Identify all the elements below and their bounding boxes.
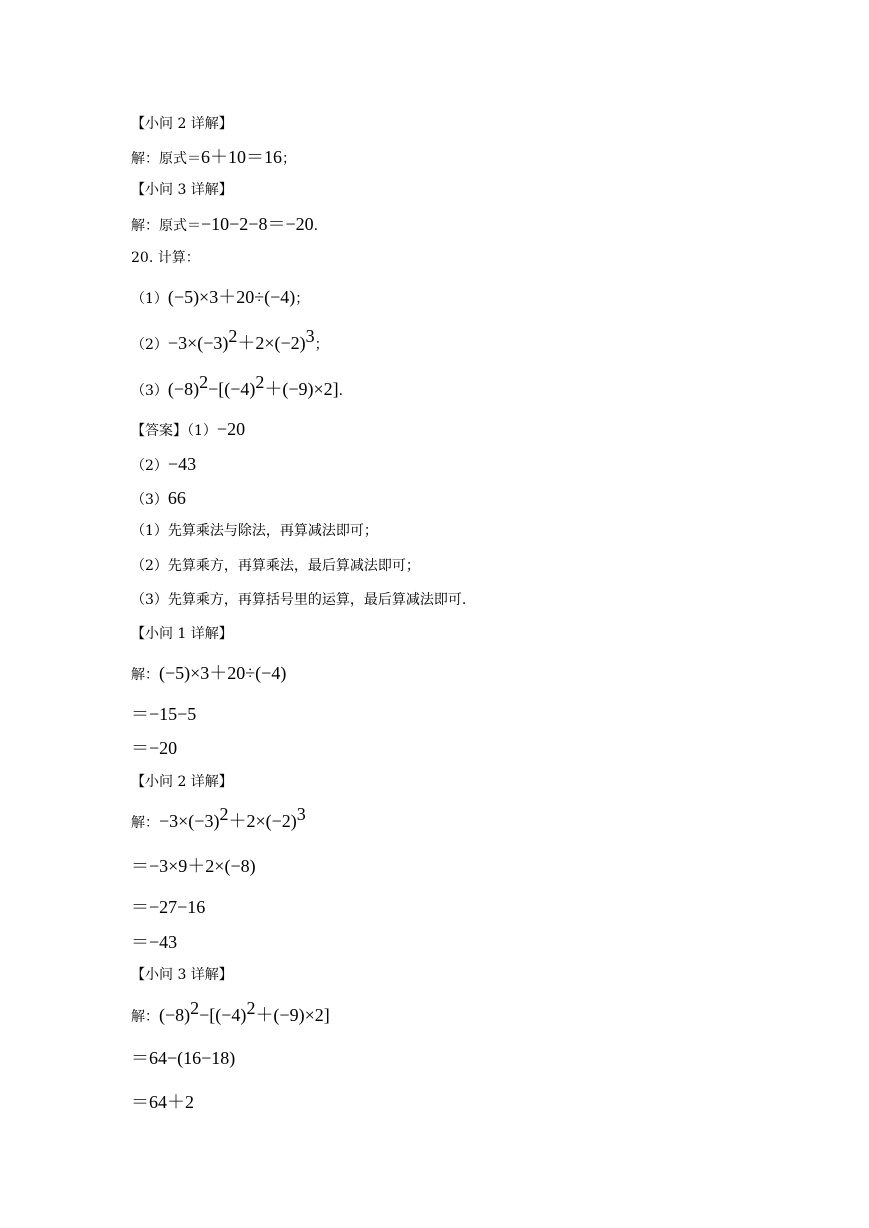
math-expression: ＝64−(16−18) <box>131 1048 236 1068</box>
text-segment: 解：原式＝ <box>131 218 201 234</box>
text-line <box>131 705 196 723</box>
exponent: 2 <box>199 372 209 392</box>
exponent: 2 <box>219 804 229 824</box>
math-expression: ＝−27−16 <box>131 897 206 917</box>
text-segment: （1） <box>131 291 168 307</box>
text-line <box>131 998 330 1025</box>
text-segment: 【答案】（1） <box>131 423 217 439</box>
text-line <box>131 288 309 306</box>
text-segment: （2） <box>131 458 168 474</box>
text-line <box>131 933 177 951</box>
math-expression: −20 <box>216 419 246 439</box>
math-expression: ＋2×(−2) <box>228 811 297 831</box>
math-expression: −10−2−8＝−20 <box>201 214 314 234</box>
text-segment: ； <box>314 337 329 353</box>
text-line <box>131 664 286 682</box>
text-segment: 解：原式＝ <box>131 151 201 167</box>
text-segment: . <box>313 218 319 234</box>
text-segment: （3）先算乘方，再算括号里的运算，最后算减法即可. <box>131 592 467 608</box>
text-segment: ； <box>282 151 296 167</box>
text-line <box>131 215 318 233</box>
math-expression: (−5)×3＋20÷(−4) <box>159 663 287 683</box>
text-line <box>131 773 233 789</box>
text-line <box>131 1049 235 1067</box>
text-line <box>131 739 177 757</box>
text-segment: 20. 计算： <box>131 250 200 266</box>
math-expression: (−5)×3＋20÷(−4) <box>167 287 296 307</box>
text-segment: 【小问 2 详解】 <box>131 774 233 790</box>
math-expression: ＝−15−5 <box>131 704 197 724</box>
text-line <box>131 181 233 197</box>
text-line <box>131 557 420 573</box>
text-line <box>131 455 196 473</box>
math-expression: −43 <box>167 454 197 474</box>
text-line <box>131 522 378 538</box>
math-expression: ＋2×(−2) <box>237 333 306 353</box>
math-expression: ＝−20 <box>131 738 178 758</box>
text-segment: 【小问 3 详解】 <box>131 182 233 198</box>
math-expression: −[(−4) <box>199 1005 247 1025</box>
exponent: 3 <box>305 326 315 346</box>
text-segment: （2）先算乘方，再算乘法，最后算减法即可； <box>131 558 420 574</box>
math-expression: (−8) <box>159 1005 191 1025</box>
math-expression: 66 <box>167 488 186 508</box>
math-expression: −3×(−3) <box>159 811 220 831</box>
exponent: 2 <box>255 372 265 392</box>
text-line <box>131 420 245 438</box>
math-expression: −[(−4) <box>208 379 256 399</box>
text-segment: 【小问 3 详解】 <box>131 967 233 983</box>
exponent: 3 <box>296 804 306 824</box>
text-line <box>131 326 329 353</box>
text-segment: 解： <box>131 667 159 683</box>
text-segment: （1）先算乘法与除法，再算减法即可； <box>131 523 378 539</box>
text-segment: 解： <box>131 815 159 831</box>
text-segment: 解： <box>131 1009 159 1025</box>
math-expression: ＝−3×9＋2×(−8) <box>131 856 256 876</box>
text-line <box>131 372 344 399</box>
text-line <box>131 148 296 166</box>
math-expression: −3×(−3) <box>167 333 229 353</box>
math-expression: ＋(−9)×2] <box>264 379 339 399</box>
exponent: 2 <box>190 998 200 1018</box>
text-line <box>131 489 186 507</box>
text-segment: 【小问 1 详解】 <box>131 626 233 642</box>
text-segment: ； <box>295 291 310 307</box>
math-expression: 6＋10＝16 <box>201 147 282 167</box>
text-segment: （3） <box>131 383 168 399</box>
text-line <box>131 591 466 607</box>
text-line <box>131 625 233 641</box>
text-line <box>131 1093 194 1111</box>
text-segment: （2） <box>131 337 168 353</box>
math-expression: ＋(−9)×2] <box>255 1005 330 1025</box>
text-segment: . <box>338 383 344 399</box>
text-line <box>131 115 233 131</box>
math-expression: ＝64＋2 <box>131 1092 194 1112</box>
text-line <box>131 966 233 982</box>
text-segment: 【小问 2 详解】 <box>131 116 233 132</box>
exponent: 2 <box>228 326 238 346</box>
text-line <box>131 249 200 265</box>
math-expression: (−8) <box>167 379 200 399</box>
exponent: 2 <box>246 998 256 1018</box>
text-segment: （3） <box>131 492 168 508</box>
text-line <box>131 898 205 916</box>
text-line <box>131 804 306 831</box>
text-line <box>131 857 256 875</box>
math-expression: ＝−43 <box>131 932 178 952</box>
